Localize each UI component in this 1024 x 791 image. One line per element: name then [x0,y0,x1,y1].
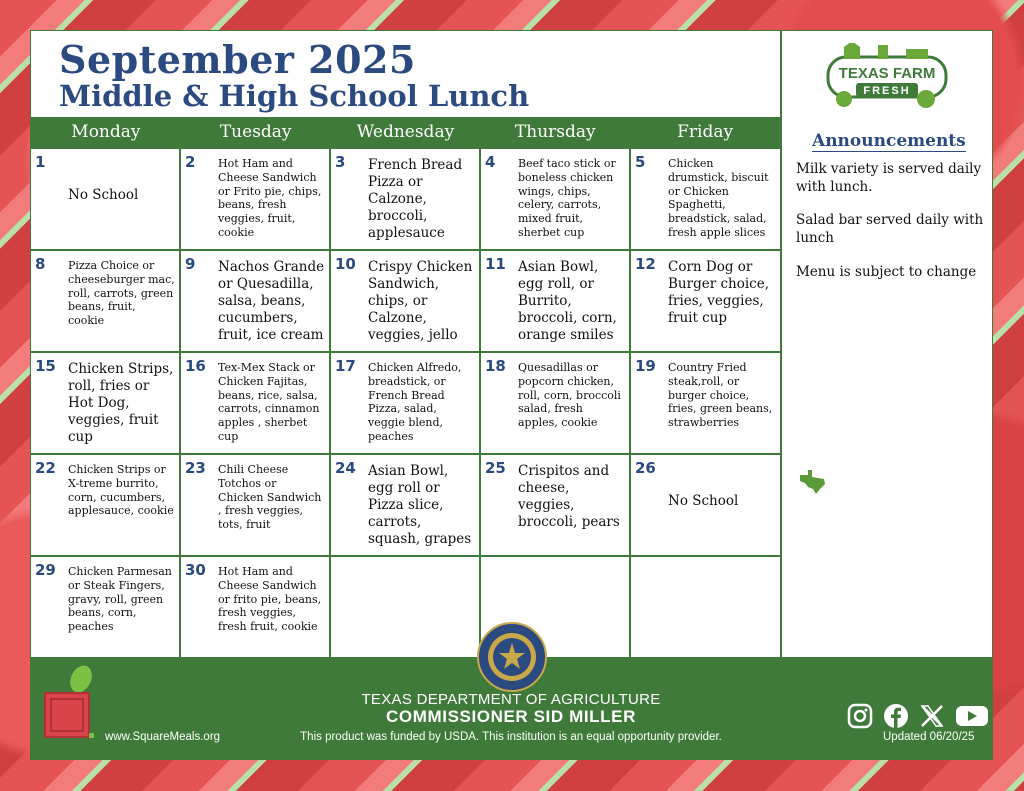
calendar-header [31,31,780,117]
day-number: 2 [185,153,196,171]
calendar-day-cell [631,455,780,555]
day-number: 25 [485,459,506,477]
day-menu: Quesadillas or popcorn chicken, roll, corn, broccoli salad, fresh apples, cookie [518,361,621,429]
calendar-day-cell [331,455,481,555]
day-menu: Crispitos and cheese, veggies, broccoli, pears [518,463,620,530]
calendar-day-cell [481,455,631,555]
logo-text-texas-farm: TEXAS FARM [838,65,936,82]
calendar-day-cell [481,353,631,453]
page-title: September 2025 [59,37,416,82]
calendar-day-cell [31,455,181,555]
day-number: 3 [335,153,346,171]
calendar-day-cell [631,251,780,351]
day-number: 12 [635,255,656,273]
social-icons [847,701,989,731]
website-link[interactable]: www.SquareMeals.org [105,731,221,743]
day-menu: Chicken Parmesan or Steak Fingers, gravy, roll, green beans, corn, peaches [68,565,172,633]
x-icon[interactable] [919,703,945,729]
day-menu: Asian Bowl, egg roll, or Burrito, broccoli, corn, orange smiles [518,259,617,343]
day-menu: French Bread Pizza or Calzone, broccoli, applesauce [368,157,463,241]
logo-text-fresh: FRESH [863,85,911,97]
day-number: 22 [35,459,56,477]
day-menu: Chili Cheese Totchos or Chicken Sandwich , fresh veggies, tots, fruit [218,463,322,531]
day-menu: Chicken Strips or X-treme burrito, corn, cucumbers, applesauce, cookie [68,463,174,518]
calendar-day-cell [181,557,331,657]
day-menu: No School [668,493,739,509]
updated-date: Updated 06/20/25 [883,731,975,743]
instagram-icon[interactable] [847,703,873,729]
day-menu: Chicken Alfredo, breadstick, or French Bread Pizza, salad, veggie blend, peaches [368,361,462,443]
day-number: 17 [335,357,356,375]
day-number: 18 [485,357,506,375]
weekday-header [31,117,780,147]
calendar-week-row [31,555,780,657]
calendar-day-cell [481,149,631,249]
calendar-day-cell [631,353,780,453]
day-number: 5 [635,153,646,171]
calendar-day-cell [31,557,181,657]
calendar-day-cell [331,353,481,453]
day-number: 29 [35,561,56,579]
calendar-grid [31,117,780,657]
day-number: 24 [335,459,356,477]
day-menu: Asian Bowl, egg roll or Pizza slice, carrots, squash, grapes [368,463,472,547]
day-menu: Hot Ham and Cheese Sandwich or Frito pie, chips, beans, fresh veggies, fruit, cookie [218,157,322,239]
announcements-sidebar [780,31,994,657]
calendar-day-cell [331,149,481,249]
announcement-milk: Milk variety is served daily with lunch. [796,161,982,195]
day-number: 19 [635,357,656,375]
calendar-weeks [31,147,780,657]
day-menu: Country Fried steak,roll, or burger choice, fries, green beans, strawberries [668,361,773,429]
calendar-week-row [31,249,780,351]
day-menu: Corn Dog or Burger choice, fries, veggies, fruit cup [668,259,769,326]
day-number: 16 [185,357,206,375]
funding-notice: This product was funded by USDA. This institution is an equal opportunity provider. [300,731,722,743]
day-menu: No School [68,187,139,203]
day-number: 4 [485,153,496,171]
calendar-week-row [31,147,780,249]
weekday-friday: Friday [677,122,734,142]
day-number: 1 [35,153,46,171]
calendar-day-cell [181,353,331,453]
calendar-day-cell [331,251,481,351]
day-menu: Nachos Grande or Quesadilla, salsa, beans, cucumbers, fruit, ice cream [218,259,325,343]
square-meals-apple-logo [43,665,99,745]
calendar-day-cell [181,455,331,555]
day-menu: Beef taco stick or boneless chicken wings, chips, celery, carrots, mixed fruit, sherbet cup [518,157,616,239]
weekday-tuesday: Tuesday [219,122,292,142]
department-seal-icon [476,621,548,693]
announcement-menu-change: Menu is subject to change [796,264,977,280]
day-number: 8 [35,255,46,273]
calendar-week-row [31,351,780,453]
day-menu: Chicken Strips, roll, fries or Hot Dog, veggies, fruit cup [68,361,174,445]
announcement-salad-bar: Salad bar served daily with lunch [796,212,984,246]
day-menu: Pizza Choice or cheeseburger mac, roll, carrots, green beans, fruit, cookie [68,259,175,327]
calendar-day-cell [181,149,331,249]
calendar-day-cell [31,353,181,453]
day-number: 11 [485,255,506,273]
announcements-title: Announcements [812,131,966,151]
department-name: TEXAS DEPARTMENT OF AGRICULTURE [361,691,661,708]
texas-farm-fresh-logo [826,43,948,113]
calendar-day-cell [481,251,631,351]
calendar-day-cell [631,557,780,657]
day-number: 9 [185,255,196,273]
day-menu: Crispy Chicken Sandwich, chips, or Calzone, veggies, jello [368,259,473,343]
day-number: 15 [35,357,56,375]
day-menu: Chicken drumstick, biscuit or Chicken Spaghetti, breadstick, salad, fresh apple slices [668,157,769,239]
page-subtitle: Middle & High School Lunch [59,79,530,113]
calendar-week-row [31,453,780,555]
day-menu: Tex-Mex Stack or Chicken Fajitas, beans, rice, salsa, carrots, cinnamon apples , sherbet cup [218,361,320,443]
calendar-day-cell [631,149,780,249]
day-number: 30 [185,561,206,579]
weekday-thursday: Thursday [514,122,596,142]
calendar-day-cell [181,251,331,351]
calendar-day-cell [31,149,181,249]
weekday-wednesday: Wednesday [356,122,455,142]
day-number: 23 [185,459,206,477]
footer [31,657,992,759]
texas-map-icon [798,469,828,495]
calendar-card [30,30,993,760]
commissioner-name: COMMISSIONER SID MILLER [386,707,636,726]
calendar-day-cell [331,557,481,657]
youtube-icon[interactable] [955,703,989,729]
day-menu: Hot Ham and Cheese Sandwich or frito pie, beans, fresh veggies, fresh fruit, cookie [218,565,322,633]
day-number: 26 [635,459,656,477]
calendar-day-cell [31,251,181,351]
weekday-monday: Monday [71,122,141,142]
day-number: 10 [335,255,356,273]
facebook-icon[interactable] [883,703,909,729]
